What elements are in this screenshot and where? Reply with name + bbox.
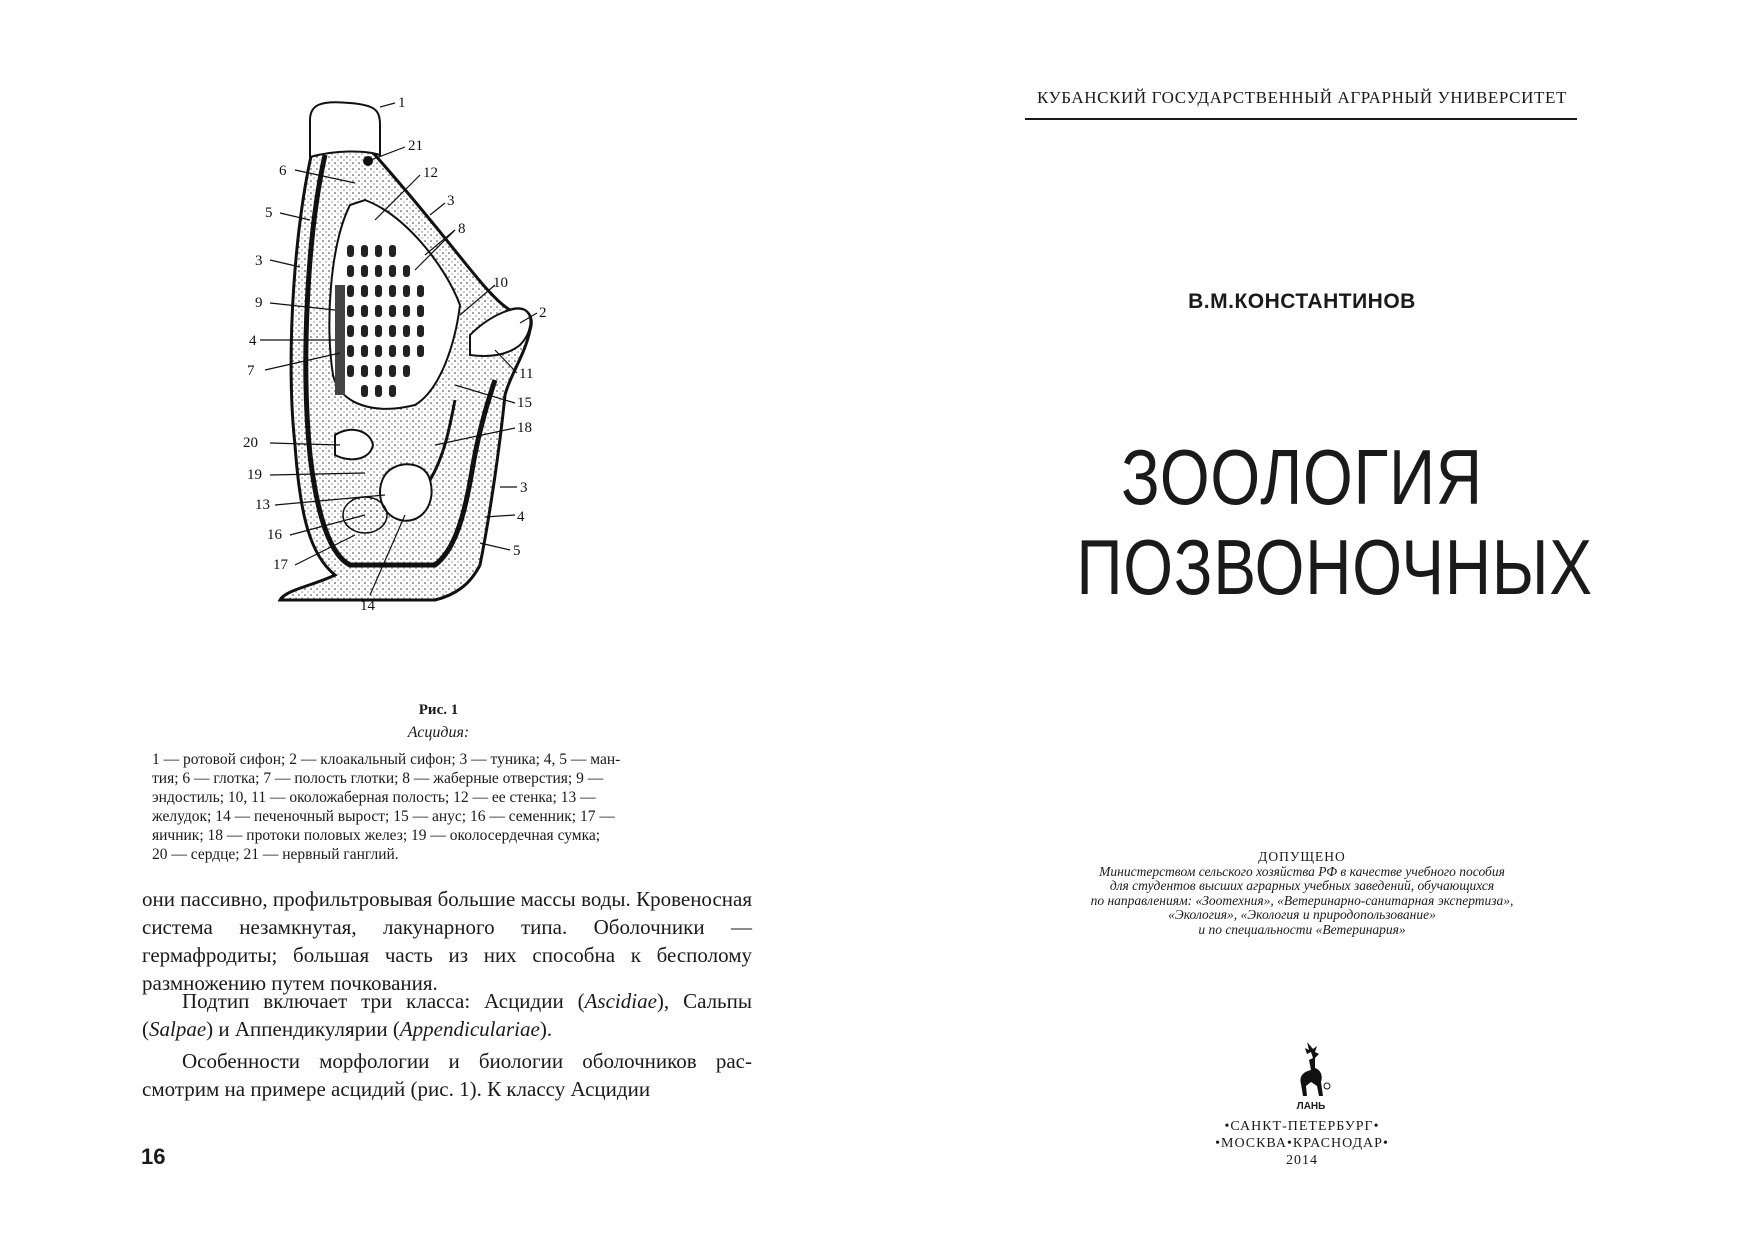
- figure-legend: [152, 750, 742, 864]
- fig-label: 3: [520, 480, 528, 496]
- fig-label: 20: [243, 435, 258, 451]
- fig-label: 11: [519, 366, 534, 382]
- fig-label: 13: [255, 497, 270, 513]
- ascidian-illustration: [243, 95, 615, 695]
- fig-label: 1: [398, 95, 406, 111]
- oral-siphon: [310, 102, 380, 157]
- fig-label: 4: [249, 333, 257, 349]
- right-page: [877, 0, 1754, 1240]
- approval-heading: ДОПУЩЕНО: [1258, 849, 1346, 864]
- figure-subtitle: Асцидия:: [407, 724, 470, 741]
- publisher-logo: [1289, 1040, 1337, 1112]
- legend-line: тия; 6 — глотка; 7 — полость глотки; 8 — жаберные отверстия; 9 —: [152, 770, 604, 787]
- body-paragraph-1: они пассивно, профильтровывая большие массы воды. Кровеносная система незамкнутая, лакунарного типа. Оболочники — гермафродиты; большая часть из них способна к бесполому размножению путем почкования.: [142, 887, 752, 995]
- title-line: ПОЗВОНОЧНЫХ: [1076, 523, 1593, 611]
- header-rule: [1025, 118, 1577, 120]
- fig-label: 10: [493, 275, 508, 291]
- legend-line: 20 — сердце; 21 — нервный ганглий.: [152, 846, 399, 863]
- fig-label: 18: [517, 420, 532, 436]
- cities-line: •САНКТ-ПЕТЕРБУРГ•: [1224, 1119, 1380, 1134]
- approval-line: «Экология», «Экология и природопользование»: [1168, 907, 1436, 922]
- endostyle: [335, 285, 345, 395]
- fig-label: 5: [513, 543, 521, 559]
- fig-label: 16: [267, 527, 282, 543]
- fig-label: 2: [539, 305, 547, 321]
- approval-line: по направлениям: «Зоотехния», «Ветеринарно-санитарная экспертиза»,: [1090, 892, 1514, 908]
- book-title: [1076, 432, 1593, 612]
- fig-label: 3: [255, 253, 263, 269]
- legend-line: эндостиль; 10, 11 — околожаберная полость; 12 — ее стенка; 13 —: [152, 789, 596, 806]
- body-paragraph-3: Особенности морфологии и биологии оболочников рассмотрим на примере асцидий (рис. 1). К классу Асцидии: [142, 1049, 752, 1101]
- approval-notice: [1027, 850, 1577, 937]
- body-paragraph-2: Подтип включает три класса: Асцидии (Ascidiae), Сальпы (Salpae) и Аппендикулярии (Appendiculariae).: [142, 989, 752, 1041]
- legend-line: 1 — ротовой сифон; 2 — клоакальный сифон; 3 — туника; 4, 5 — ман-: [152, 751, 621, 768]
- approval-line: и по специальности «Ветеринария»: [1198, 921, 1406, 937]
- fig-label: 19: [247, 467, 262, 483]
- legend-line: яичник; 18 — протоки половых желез; 19 — околосердечная сумка;: [152, 827, 601, 844]
- approval-line: Министерством сельского хозяйства РФ в качестве учебного пособия: [1099, 863, 1505, 879]
- page-number: 16: [141, 1144, 166, 1169]
- publisher-logo-text: ЛАНЬ: [1296, 1101, 1326, 1112]
- university-name: КУБАНСКИЙ ГОСУДАРСТВЕННЫЙ АГРАРНЫЙ УНИВЕРСИТЕТ: [1037, 88, 1567, 107]
- figure-title: Рис. 1: [418, 702, 459, 718]
- fig-label: 3: [447, 193, 455, 209]
- legend-line: желудок; 14 — печеночный вырост; 15 — анус; 16 — семенник; 17 —: [152, 808, 615, 825]
- fig-label: 6: [279, 163, 287, 179]
- fig-label: 21: [408, 138, 423, 154]
- fig-label: 12: [423, 165, 438, 181]
- heart: [335, 430, 373, 460]
- stomach: [380, 464, 432, 520]
- fig-label: 8: [458, 221, 466, 237]
- fig-label: 9: [255, 295, 263, 311]
- deer-logo-icon: [1289, 1040, 1333, 1100]
- fig-label: 17: [273, 557, 288, 573]
- fig-label: 4: [517, 509, 525, 525]
- publisher-cities: [1027, 1118, 1577, 1169]
- fig-label: 15: [517, 395, 532, 411]
- publication-year: 2014: [1286, 1153, 1318, 1168]
- cities-line: •МОСКВА•КРАСНОДАР•: [1215, 1136, 1389, 1151]
- fig-label: 7: [247, 363, 255, 379]
- approval-line: для студентов высших аграрных учебных заведений, обучающихся: [1109, 878, 1495, 893]
- title-line: ЗООЛОГИЯ: [1121, 433, 1483, 521]
- fig-label: 5: [265, 205, 273, 221]
- author-name: В.М.КОНСТАНТИНОВ: [1188, 290, 1416, 313]
- fig-label: 14: [360, 598, 375, 614]
